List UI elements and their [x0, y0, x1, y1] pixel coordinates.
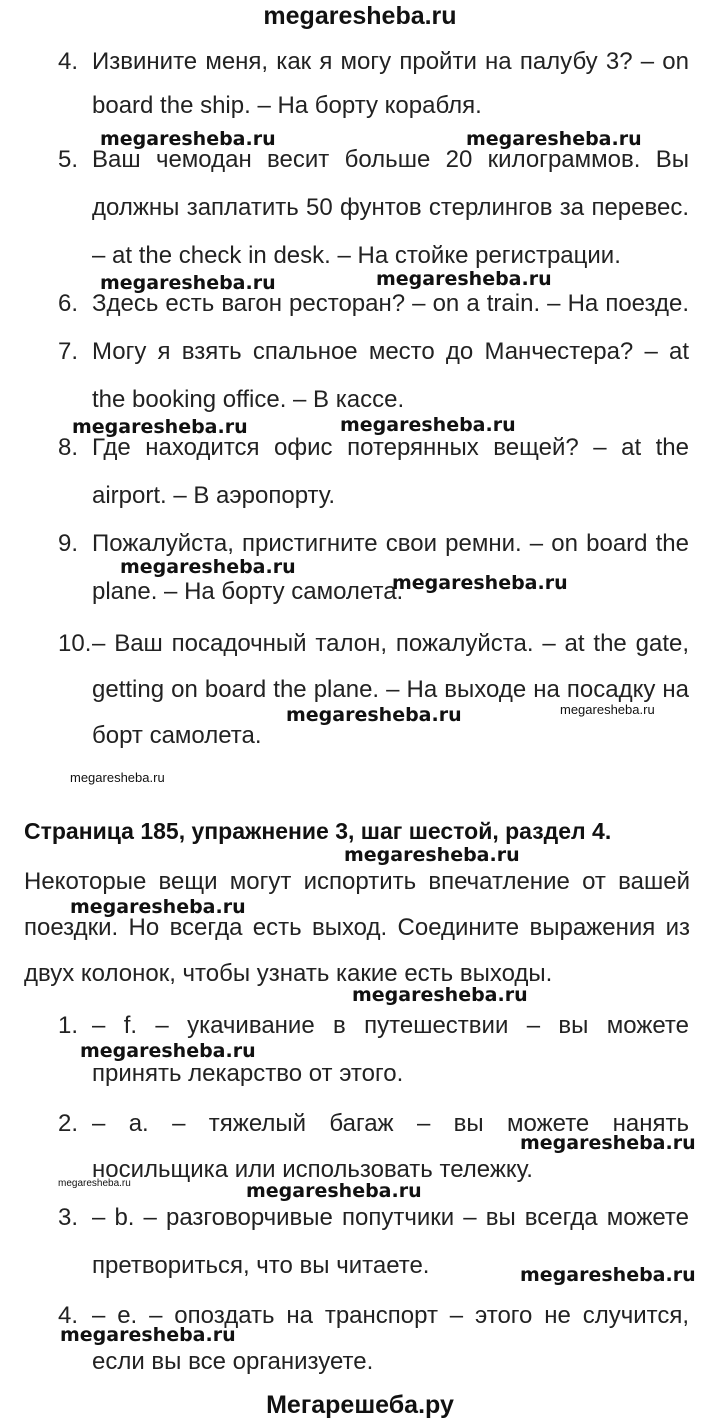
intro-line: поездки. Но всегда есть выход. Соедините выражения из: [24, 914, 690, 941]
watermark: megaresheba.ru: [60, 1324, 236, 1346]
list-item-line: airport. – В аэропорту.: [92, 482, 336, 509]
list-item-number: 3.: [58, 1204, 79, 1231]
list-item-number: 4.: [58, 48, 79, 75]
list-item-number: 4.: [58, 1302, 79, 1329]
watermark: megaresheba.ru: [80, 1040, 256, 1062]
watermark: megaresheba.ru: [286, 704, 462, 726]
list-item-line: plane. – На борту самолета.: [92, 578, 404, 605]
list-item-number: 8.: [58, 434, 79, 461]
list-item-line: – b. – разговорчивые попутчики – вы всегда можете: [92, 1204, 689, 1231]
list-item-line: носильщика или использовать тележку.: [92, 1156, 533, 1183]
list-item-line: претвориться, что вы читаете.: [92, 1252, 430, 1279]
intro-line: двух колонок, чтобы узнать какие есть выходы.: [24, 960, 553, 987]
list-item-line: борт самолета.: [92, 722, 262, 749]
watermark: megaresheba.ru: [520, 1264, 696, 1286]
watermark: megaresheba.ru: [344, 844, 520, 866]
list-item-number: 2.: [58, 1110, 79, 1137]
list-item-line: должны заплатить 50 фунтов стерлингов за перевес.: [92, 194, 689, 221]
section-heading: Страница 185, упражнение 3, шаг шестой, раздел 4.: [24, 818, 612, 844]
list-item-line: – Ваш посадочный талон, пожалуйста. – at the gate,: [92, 630, 689, 657]
list-item-number: 5.: [58, 146, 79, 173]
list-item-line: the booking office. – В кассе.: [92, 386, 405, 413]
watermark: megaresheba.ru: [560, 702, 655, 717]
watermark: megaresheba.ru: [100, 272, 276, 294]
list-item-line: – a. – тяжелый багаж – вы можете нанять: [92, 1110, 689, 1137]
watermark: megaresheba.ru: [376, 268, 552, 290]
footer-watermark: Мегарешеба.ру: [266, 1391, 454, 1419]
list-item-number: 1.: [58, 1012, 79, 1039]
list-item-line: Здесь есть вагон ресторан? – on a train. – На поезде.: [92, 290, 689, 317]
list-item-number: 9.: [58, 530, 79, 557]
watermark: megaresheba.ru: [100, 128, 276, 150]
list-item-line: Ваш чемодан весит больше 20 килограммов. Вы: [92, 146, 689, 173]
list-item-line: Извините меня, как я могу пройти на палубу 3? – on: [92, 48, 689, 75]
watermark: megaresheba.ru: [72, 416, 248, 438]
list-item-line: Где находится офис потерянных вещей? – at the: [92, 434, 689, 461]
list-item-line: – at the check in desk. – На стойке регистрации.: [92, 242, 621, 269]
list-item-line: board the ship. – На борту корабля.: [92, 92, 482, 119]
watermark: megaresheba.ru: [120, 556, 296, 578]
watermark: megaresheba.ru: [70, 770, 165, 785]
list-item-line: Могу я взять спальное место до Манчестера? – at: [92, 338, 689, 365]
watermark: megaresheba.ru: [340, 414, 516, 436]
watermark: megaresheba.ru: [58, 1178, 131, 1189]
watermark: megaresheba.ru: [466, 128, 642, 150]
list-item-line: – e. – опоздать на транспорт – этого не случится,: [92, 1302, 689, 1329]
list-item-number: 7.: [58, 338, 79, 365]
list-item-number: 10.: [58, 630, 92, 657]
list-item-line: если вы все организуете.: [92, 1348, 374, 1375]
list-item-line: getting on board the plane. – На выходе на посадку на: [92, 676, 689, 703]
watermark: megaresheba.ru: [70, 896, 246, 918]
list-item-line: – f. – укачивание в путешествии – вы можете: [92, 1012, 689, 1039]
watermark: megaresheba.ru: [246, 1180, 422, 1202]
list-item-line: принять лекарство от этого.: [92, 1060, 404, 1087]
watermark: megaresheba.ru: [392, 572, 568, 594]
list-item-line: Пожалуйста, пристигните свои ремни. – on board the: [92, 530, 689, 557]
list-item-number: 6.: [58, 290, 79, 317]
intro-line: Некоторые вещи могут испортить впечатление от вашей: [24, 868, 690, 895]
watermark: megaresheba.ru: [520, 1132, 696, 1154]
header-watermark: megaresheba.ru: [263, 2, 457, 30]
watermark: megaresheba.ru: [352, 984, 528, 1006]
